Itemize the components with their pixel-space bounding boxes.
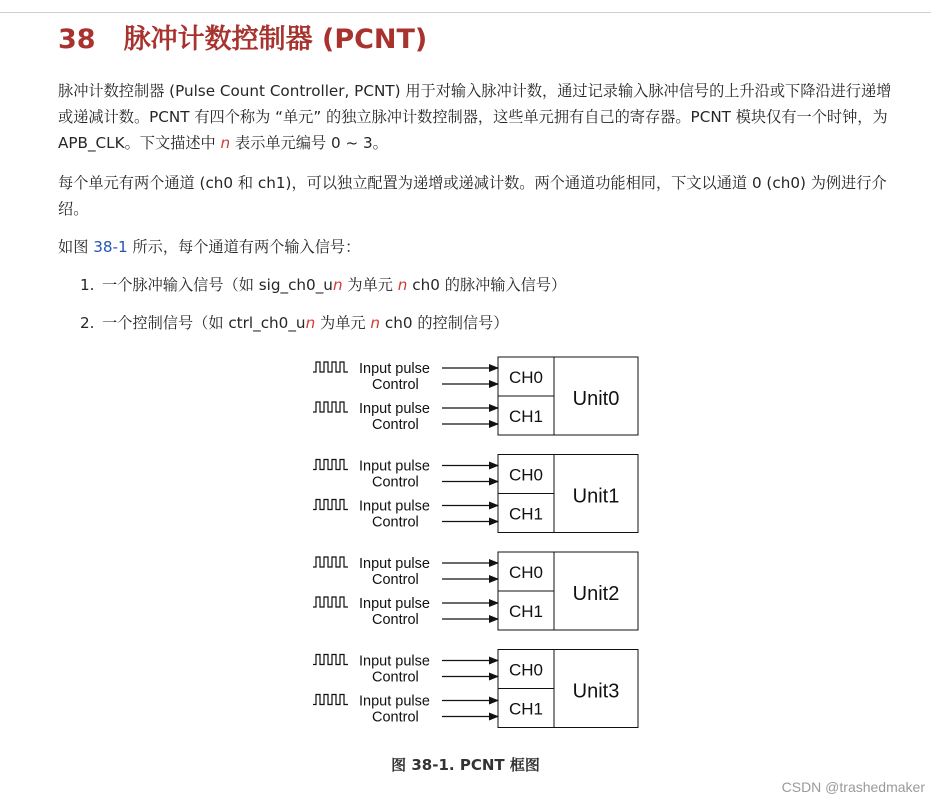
text-segment: 一个脉冲输入信号（如 sig_ch0_u [102, 276, 333, 294]
input-pulse-label: Input pulse [359, 458, 430, 475]
input-pulse-label: Input pulse [359, 693, 430, 710]
pcnt-unit-block [313, 455, 638, 533]
input-pulse-label: Input pulse [359, 596, 430, 612]
control-label: Control [372, 709, 419, 726]
pulse-waveform-icon [313, 655, 348, 665]
text-segment: 表示单元编号 0 ~ 3。 [230, 134, 388, 152]
control-label: Control [372, 572, 419, 588]
list-marker: 1. [80, 276, 95, 294]
channel-label: CH0 [508, 368, 544, 387]
channel-label: CH1 [508, 504, 544, 524]
unit-label: Unit0 [572, 388, 620, 410]
text-segment: 所示，每个通道有两个输入信号： [127, 238, 361, 256]
section-number: 38 [58, 24, 96, 55]
text-segment: ch0 的脉冲输入信号） [407, 276, 567, 294]
channel-label: CH1 [508, 699, 544, 719]
unit-label: Unit2 [572, 583, 620, 605]
unit-variable: n [220, 134, 231, 152]
input-pulse-label: Input pulse [359, 653, 430, 670]
pcnt-unit-block [313, 357, 638, 435]
control-label: Control [372, 474, 419, 491]
text-segment: 为单元 [342, 276, 398, 294]
pulse-waveform-icon [313, 460, 348, 470]
channel-label: CH0 [508, 563, 544, 582]
unit-variable: n [397, 276, 408, 294]
unit-variable: n [305, 314, 316, 332]
control-label: Control [372, 612, 419, 628]
control-label: Control [372, 417, 419, 433]
input-pulse-label: Input pulse [359, 498, 430, 515]
control-label: Control [372, 377, 419, 393]
unit-label: Unit3 [572, 680, 620, 703]
pulse-waveform-icon [313, 402, 348, 412]
pcnt-unit-block [313, 650, 638, 728]
control-label: Control [372, 514, 419, 531]
text-segment: ch0 的控制信号） [380, 314, 509, 332]
channel-label: CH1 [508, 602, 544, 621]
figure-caption: 图 38-1. PCNT 框图 [391, 756, 540, 774]
text-segment: 脉冲计数控制器 (Pulse Count Controller, PCNT) 用于对输入脉冲计数，通过记录输入脉冲信号的上升沿或下降沿进行递增或递减计数。PCNT 有四个称为 “单元” 的独立脉冲计数控制器，这些单元拥有自己的寄存器。PCNT 模块仅有一个时钟，为 APB_CLK。下文描述中 [58, 82, 892, 152]
section-title-text: 脉冲计数控制器 (PCNT) [123, 24, 428, 55]
text-segment: 一个控制信号（如 ctrl_ch0_u [102, 314, 306, 332]
pulse-waveform-icon [313, 695, 348, 705]
channel-label: CH0 [508, 660, 544, 680]
pulse-waveform-icon [313, 597, 348, 607]
input-pulse-label: Input pulse [359, 556, 430, 572]
text-segment: 每个单元有两个通道 (ch0 和 ch1)，可以独立配置为递增或递减计数。两个通道功能相同，下文以通道 0 (ch0) 为例进行介绍。 [58, 174, 887, 218]
pcnt-unit-block [313, 552, 638, 630]
unit-label: Unit1 [572, 485, 620, 508]
control-label: Control [372, 669, 419, 686]
text-segment: 如图 [58, 238, 94, 256]
pulse-waveform-icon [313, 500, 348, 510]
pulse-waveform-icon [313, 362, 348, 372]
unit-variable: n [332, 276, 343, 294]
watermark: CSDN @trashedmaker [781, 779, 925, 795]
figure-link[interactable]: 38-1 [93, 238, 128, 256]
input-pulse-label: Input pulse [359, 361, 430, 377]
pulse-waveform-icon [313, 557, 348, 567]
channel-label: CH1 [508, 407, 544, 426]
unit-variable: n [370, 314, 381, 332]
list-marker: 2. [80, 314, 95, 332]
channel-label: CH0 [508, 465, 544, 485]
input-pulse-label: Input pulse [359, 401, 430, 417]
text-segment: 为单元 [315, 314, 371, 332]
